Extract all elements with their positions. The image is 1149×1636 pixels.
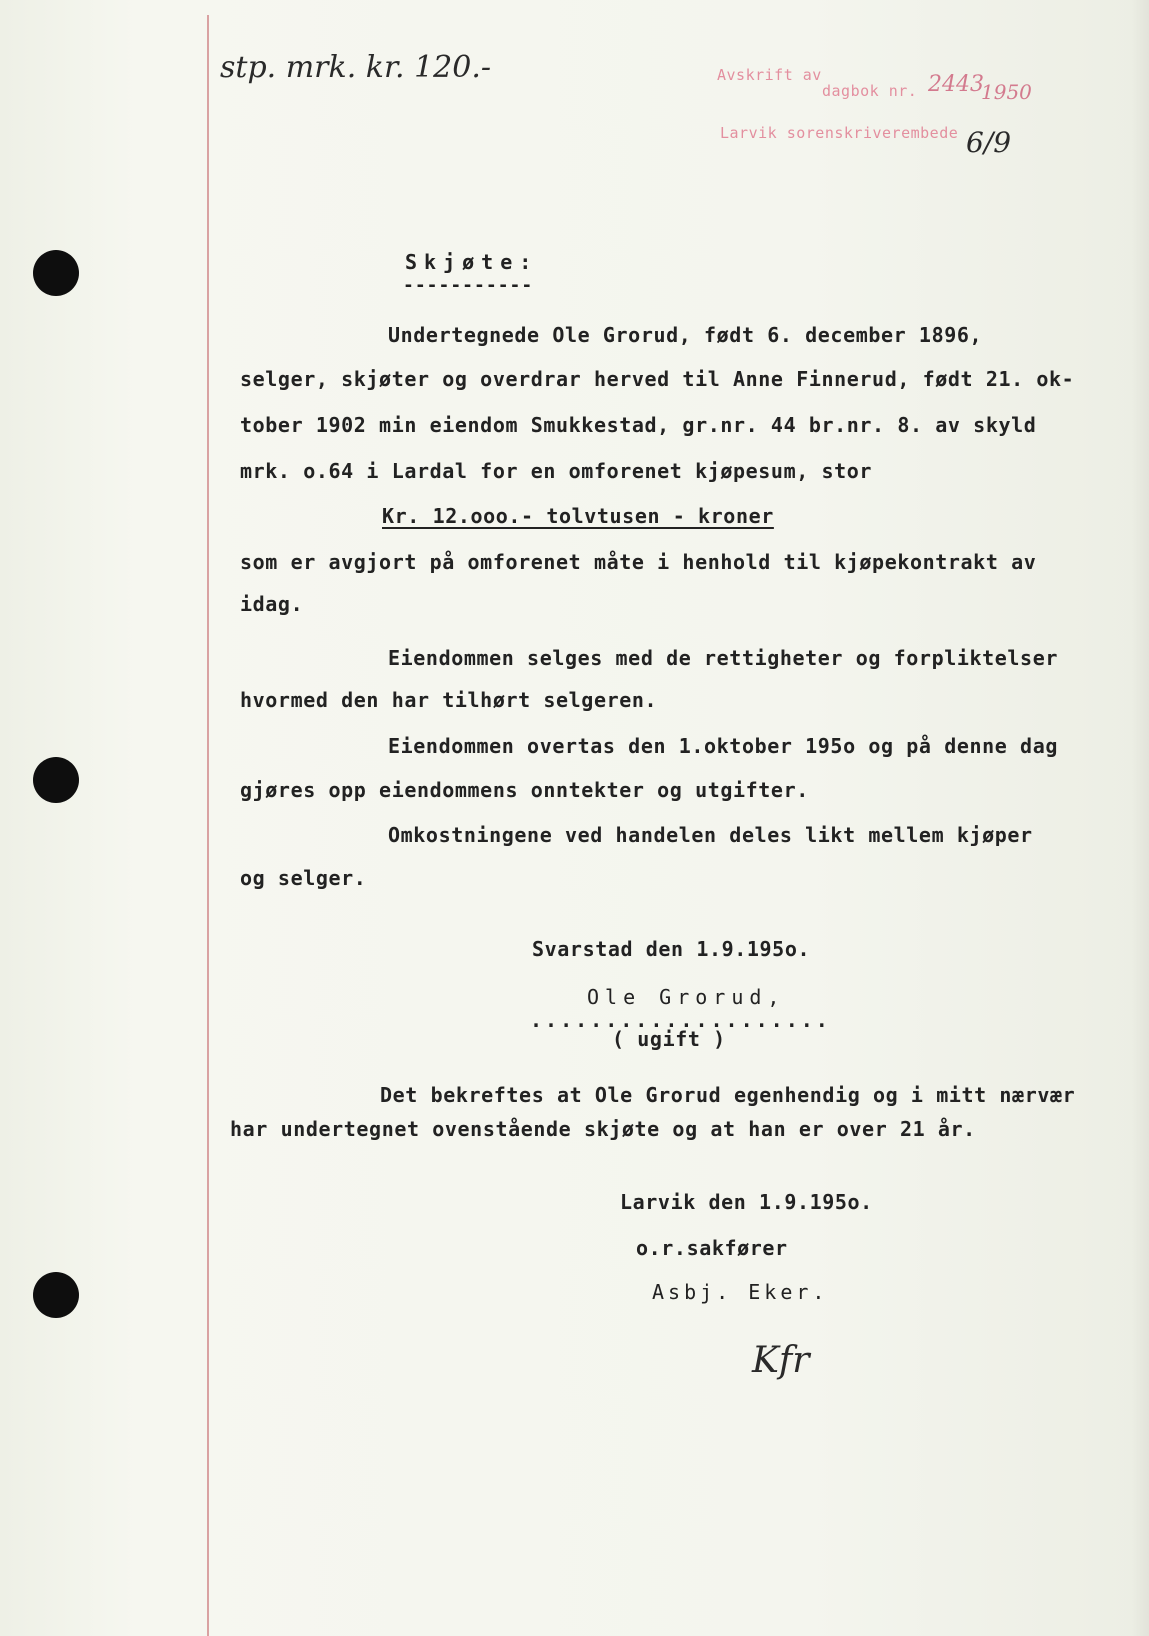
stamp-duty-note: stp. mrk. kr. 120.- [220, 50, 491, 85]
stamp-line2: Larvik sorenskriverembede [720, 124, 959, 142]
page-edge-shadow [1131, 0, 1149, 1636]
title-underline: ----------- [403, 275, 534, 296]
punch-hole [33, 1272, 79, 1318]
place-date-attestant: Larvik den 1.9.195o. [620, 1190, 873, 1214]
margin-line [207, 15, 209, 1636]
stamp-date: 6/9 [966, 126, 1012, 159]
body-line: selger, skjøter og overdrar herved til Anne Finnerud, født 21. ok- [240, 367, 1075, 391]
body-line: Eiendommen selges med de rettigheter og forpliktelser [388, 646, 1058, 670]
body-line: Omkostningene ved handelen deles likt mellem kjøper [388, 823, 1033, 847]
body-line: Undertegnede Ole Grorud, født 6. december 1896, [388, 323, 983, 347]
initials-signature: Kfr [752, 1340, 810, 1381]
body-line: som er avgjort på omforenet måte i henhold til kjøpekontrakt av [240, 550, 1037, 574]
punch-hole [33, 250, 79, 296]
body-line: gjøres opp eiendommens onntekter og utgifter. [240, 778, 809, 802]
body-line: tober 1902 min eiendom Smukkestad, gr.nr. 44 br.nr. 8. av skyld [240, 413, 1037, 437]
body-line: og selger. [240, 866, 367, 890]
signature-line: .................... [530, 1008, 831, 1032]
seller-name: Ole Grorud, [587, 985, 786, 1009]
purchase-price: Kr. 12.ooo.- tolvtusen - kroner [382, 504, 774, 528]
attestation-line: har undertegnet ovenstående skjøte og at han er over 21 år. [230, 1117, 976, 1141]
stamp-line1: Avskrift av [717, 66, 822, 84]
attestant-title: o.r.sakfører [636, 1236, 788, 1260]
page-title: Skjøte: [405, 250, 539, 274]
body-line: Eiendommen overtas den 1.oktober 195o og på denne dag [388, 734, 1058, 758]
stamp-dagbok-number: 2443 [928, 72, 984, 97]
body-line: idag. [240, 592, 304, 616]
body-line: hvormed den har tilhørt selgeren. [240, 688, 658, 712]
marital-status: ( ugift ) [612, 1027, 726, 1051]
place-date-seller: Svarstad den 1.9.195o. [532, 937, 811, 961]
attestant-name: Asbj. Eker. [652, 1280, 829, 1304]
punch-hole [33, 757, 79, 803]
body-line: mrk. o.64 i Lardal for en omforenet kjøpesum, stor [240, 459, 873, 483]
stamp-line1b: dagbok nr. [822, 82, 918, 100]
stamp-year: 1950 [981, 80, 1032, 104]
attestation-line: Det bekreftes at Ole Grorud egenhendig og i mitt nærvær [380, 1083, 1076, 1107]
